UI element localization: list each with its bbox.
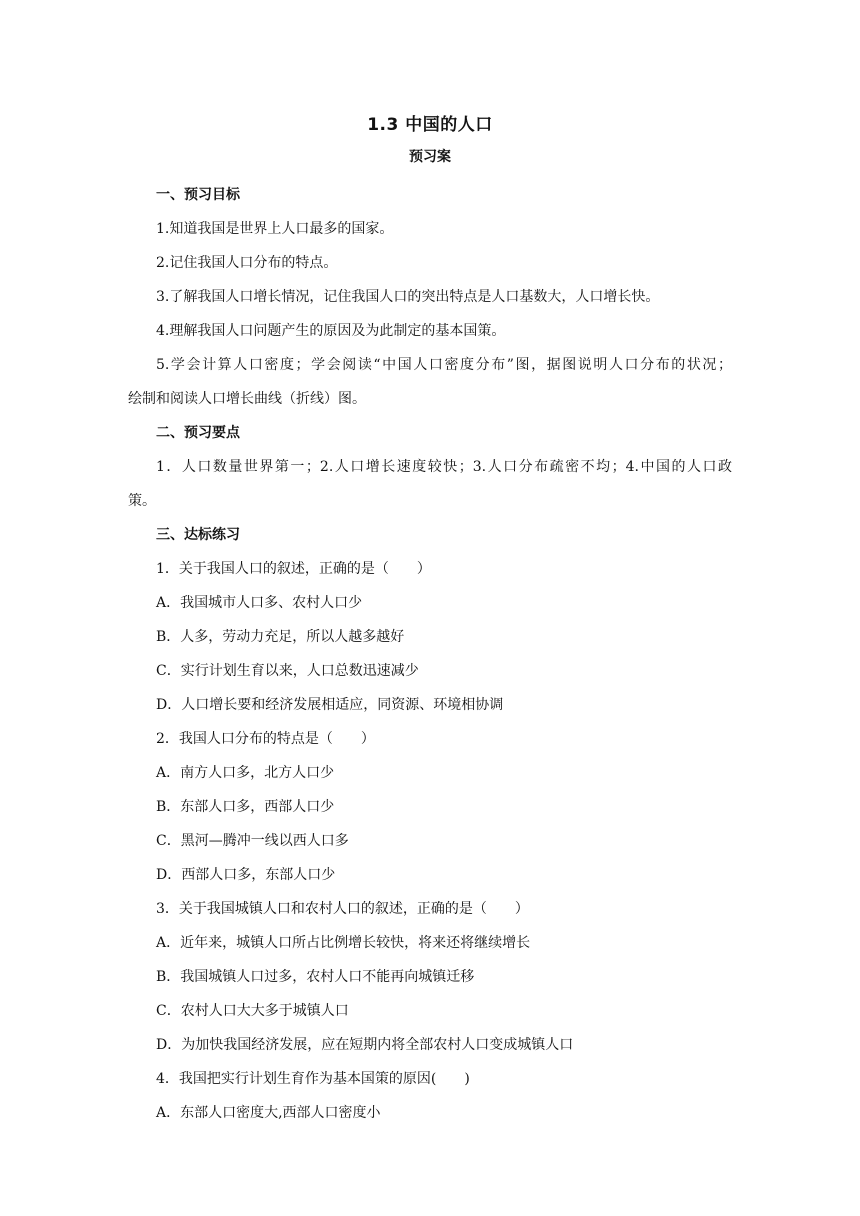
question-option: B．东部人口多，西部人口少 bbox=[156, 799, 335, 815]
question-stem: 4．我国把实行计划生育作为基本国策的原因( ) bbox=[156, 1071, 470, 1087]
question-option: B．人多，劳动力充足，所以人越多越好 bbox=[156, 629, 405, 645]
question-option: A．南方人口多，北方人口少 bbox=[156, 765, 335, 781]
question-option: D．西部人口多，东部人口少 bbox=[156, 867, 336, 883]
question-option: B．我国城镇人口过多，农村人口不能再向城镇迁移 bbox=[156, 969, 475, 985]
goal-item: 4.理解我国人口问题产生的原因及为此制定的基本国策。 bbox=[156, 323, 506, 339]
question-option: C．黑河—腾冲一线以西人口多 bbox=[156, 833, 349, 849]
goal-item: 3.了解我国人口增长情况，记住我国人口的突出特点是人口基数大，人口增长快。 bbox=[156, 289, 660, 305]
section-heading-preview-goals: 一、预习目标 bbox=[156, 187, 240, 203]
question-option: C．实行计划生育以来，人口总数迅速减少 bbox=[156, 663, 419, 679]
document-body bbox=[128, 178, 732, 1130]
goal-item: 1.知道我国是世界上人口最多的国家。 bbox=[156, 221, 394, 237]
question-option: A．近年来，城镇人口所占比例增长较快，将来还将继续增长 bbox=[156, 935, 531, 951]
question-option: D．为加快我国经济发展，应在短期内将全部农村人口变成城镇人口 bbox=[156, 1037, 574, 1053]
question-stem: 2．我国人口分布的特点是（ ） bbox=[156, 731, 375, 747]
key-points-line2: 策。 bbox=[128, 493, 156, 509]
question-option: C．农村人口大大多于城镇人口 bbox=[156, 1003, 349, 1019]
document-title: 1.3 中国的人口 bbox=[367, 115, 493, 135]
question-option: D．人口增长要和经济发展相适应，同资源、环境相协调 bbox=[156, 697, 504, 713]
question-option: A．东部人口密度大,西部人口密度小 bbox=[156, 1105, 381, 1121]
goal-item-5-line2: 绘制和阅读人口增长曲线（折线）图。 bbox=[128, 391, 366, 407]
goal-item: 2.记住我国人口分布的特点。 bbox=[156, 255, 338, 271]
question-option: A．我国城市人口多、农村人口少 bbox=[156, 595, 363, 611]
key-points-line1: 1．人口数量世界第一；2.人口增长速度较快；3.人口分布疏密不均；4.中国的人口政 bbox=[156, 459, 732, 475]
section-heading-key-points: 二、预习要点 bbox=[156, 425, 240, 441]
question-stem: 3．关于我国城镇人口和农村人口的叙述，正确的是（ ） bbox=[156, 901, 529, 917]
question-stem: 1．关于我国人口的叙述，正确的是（ ） bbox=[156, 561, 431, 577]
document-subtitle: 预习案 bbox=[409, 149, 451, 165]
goal-item-5-line1: 5.学会计算人口密度；学会阅读“中国人口密度分布”图，据图说明人口分布的状况； bbox=[156, 357, 732, 373]
section-heading-exercises: 三、达标练习 bbox=[156, 527, 240, 543]
